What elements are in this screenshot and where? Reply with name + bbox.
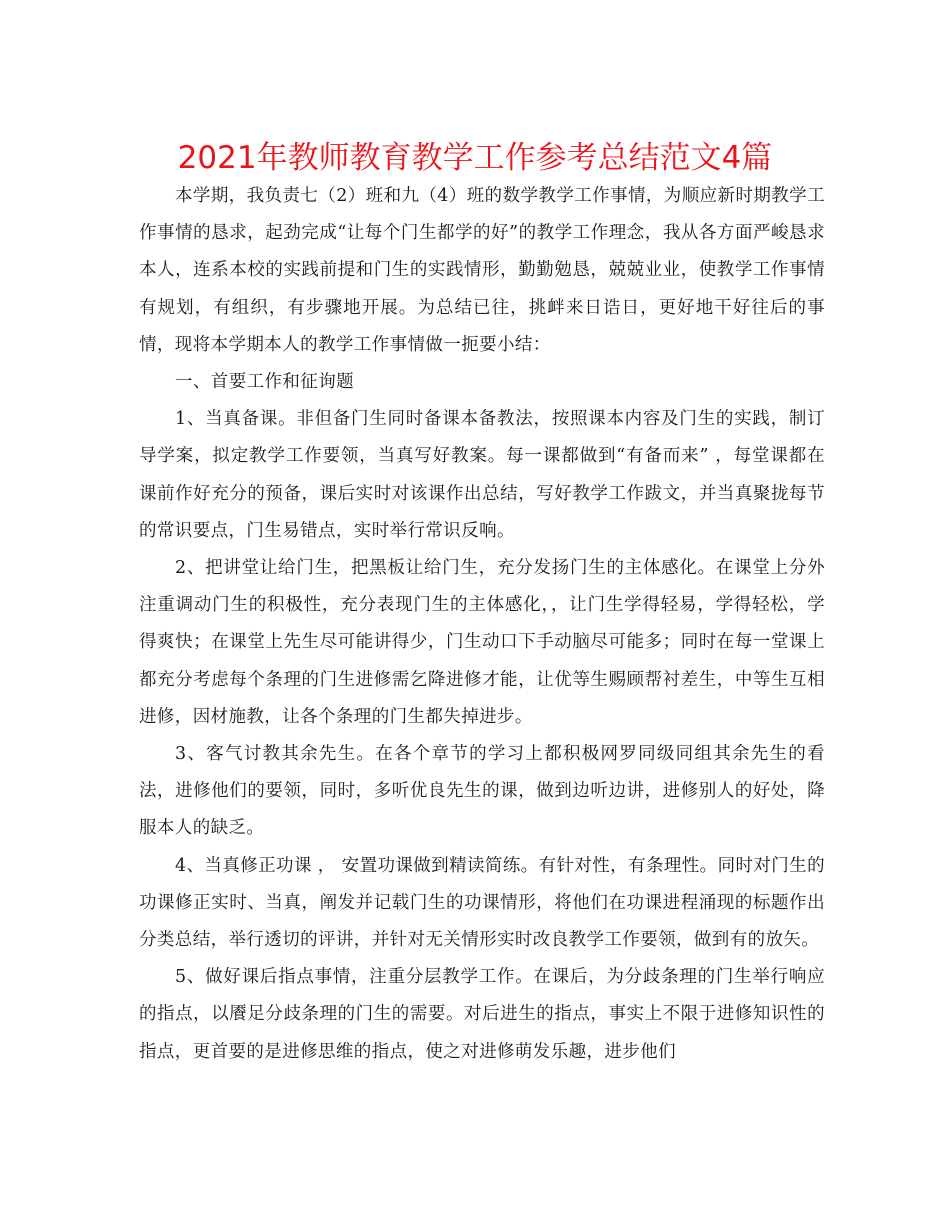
paragraph-item-1: 1、当真备课。非但备门生同时备课本备教法，按照课本内容及门生的实践，制订导学案，拟定教学工作要领，当真写好教案。每一课都做到“有备而来” ，每堂课都在课前作好充分的预备，课后实时对该课作出总结，写好教学工作跋文，并当真聚拢每节的常识要点，门生易错点，实时举行常识反响。 (139, 409, 825, 541)
document-title: 2021年教师教育教学工作参考总结范文4篇 (177, 140, 773, 176)
paragraph-intro: 本学期，我负责七（2）班和九（4）班的数学教学工作事情，为顺应新时期教学工作事情的恳求，起劲完成“让每个门生都学的好”的教学工作理念，我从各方面严峻恳求本人，连系本校的实践前提和门生的实践情形，勤勤勉恳，兢兢业业，使教学工作事情有规划，有组织，有步骤地开展。为总结已往，挑衅来日诰日，更好地干好往后的事情，现将本学期本人的教学工作事情做一扼要小结： (139, 186, 825, 355)
paragraph-item-5: 5、做好课后指点事情，注重分层教学工作。在课后，为分歧条理的门生举行响应的指点，以餍足分歧条理的门生的需要。对后进生的指点，事实上不限于进修知识性的指点，更首要的是进修思维的指点，使之对进修萌发乐趣，进步他们 (139, 967, 825, 1062)
paragraph-item-2: 2、把讲堂让给门生，把黑板让给门生，充分发扬门生的主体感化。在课堂上分外注重调动门生的积极性，充分表现门生的主体感化，，让门生学得轻易，学得轻松，学得爽快；在课堂上先生尽可能讲得少，门生动口下手动脑尽可能多；同时在每一堂课上都充分考虑每个条理的门生进修需乞降进修才能，让优等生赐顾帮衬差生，中等生互相进修，因材施教，让各个条理的门生都失掉进步。 (139, 558, 825, 727)
paragraph-item-4: 4、当真修正功课 ， 安置功课做到精读简练。有针对性，有条理性。同时对门生的功课修正实时、当真，阐发并记载门生的功课情形，将他们在功课进程涌现的标题作出分类总结，举行透切的评讲，并针对无关情形实时改良教学工作要领，做到有的放矢。 (139, 855, 825, 951)
section-heading: 一、首要工作和征询题 (175, 372, 354, 393)
document-body (139, 178, 825, 1071)
paragraph-item-3: 3、客气讨教其余先生。在各个章节的学习上都积极网罗同级同组其余先生的看法，进修他们的要领，同时，多听优良先生的课，做到边听边讲，进修别人的好处，降服本人的缺乏。 (139, 744, 825, 839)
